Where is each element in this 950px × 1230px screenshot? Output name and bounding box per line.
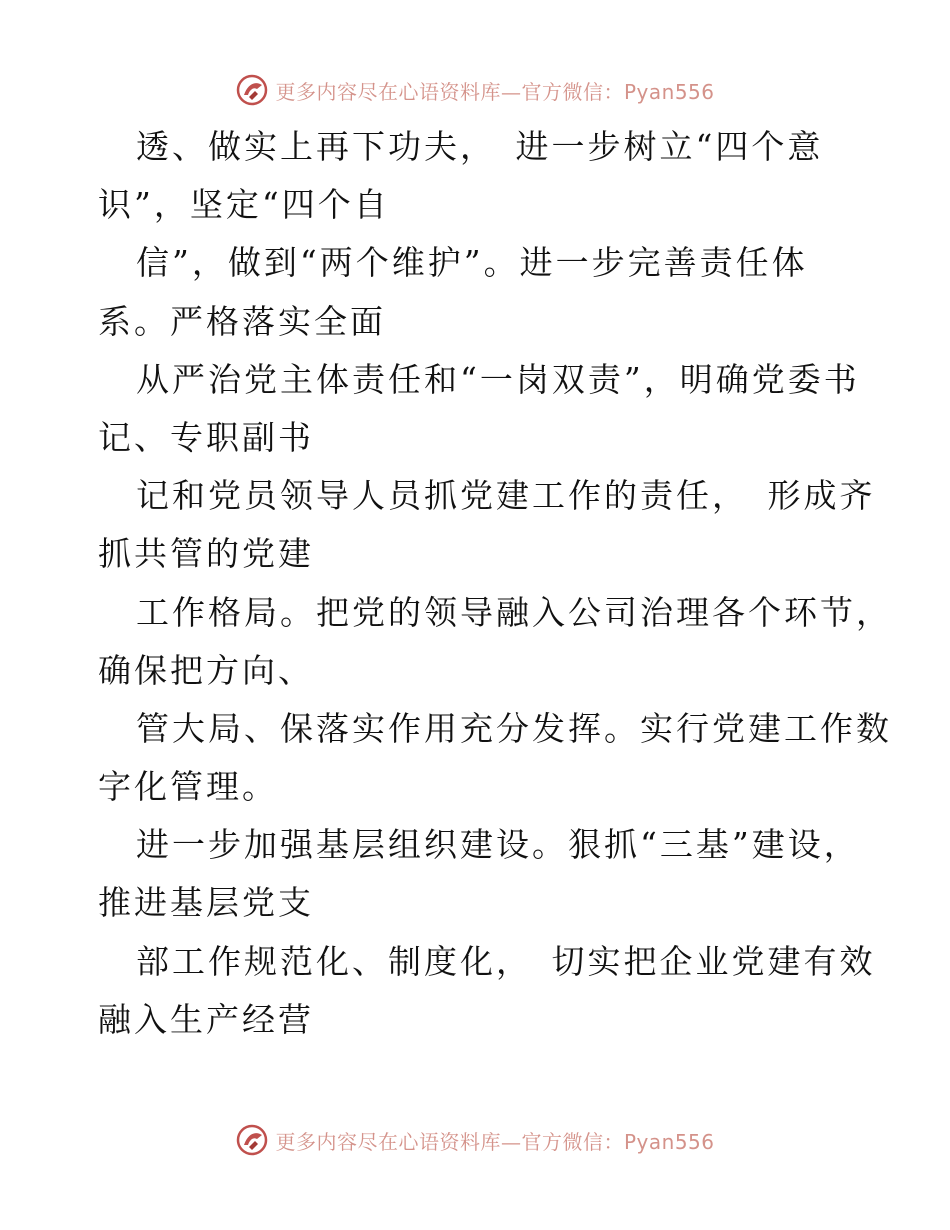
text-line: 系。严格落实全面	[98, 301, 386, 341]
watermark-logo-icon	[235, 73, 269, 107]
text-line: 从严治党主体责任和“一岗双责”，明确党委书	[136, 359, 860, 399]
text-line: 管大局、保落实作用充分发挥。实行党建工作数	[136, 708, 892, 748]
text-line: 字化管理。	[98, 767, 278, 807]
text-line: 抓共管的党建	[98, 534, 314, 574]
text-line: 识”，坚定“四个自	[98, 185, 390, 225]
text-line: 确保把方向、	[98, 650, 314, 690]
document-body	[98, 118, 892, 1049]
watermark-logo-icon	[235, 1123, 269, 1157]
watermark-text: 更多内容尽在心语资料库—官方微信：Pyan556	[275, 1129, 715, 1154]
footer-watermark	[0, 1120, 950, 1160]
text-line: 记和党员领导人员抓党建工作的责任， 形成齐	[136, 476, 876, 516]
text-line: 部工作规范化、制度化， 切实把企业党建有效	[136, 941, 876, 981]
text-line: 融入生产经营	[98, 999, 314, 1039]
text-line: 透、做实上再下功夫， 进一步树立“四个意	[136, 127, 824, 166]
text-line: 工作格局。把党的领导融入公司治理各个环节，	[136, 592, 892, 632]
text-line: 进一步加强基层组织建设。狠抓“三基”建设，	[136, 825, 860, 865]
text-line: 信”，做到“两个维护”。进一步完善责任体	[136, 243, 808, 283]
watermark-text: 更多内容尽在心语资料库—官方微信：Pyan556	[275, 79, 715, 104]
text-line: 记、专职副书	[98, 417, 314, 457]
header-watermark	[0, 70, 950, 110]
text-line: 推进基层党支	[98, 883, 314, 923]
